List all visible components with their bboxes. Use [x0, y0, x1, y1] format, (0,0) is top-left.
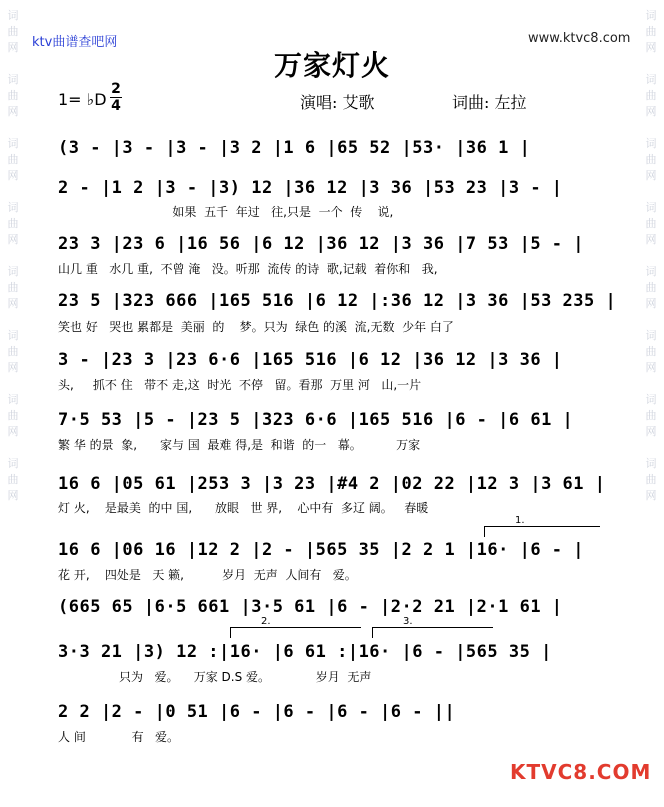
score-row-2-lyrics: 如果 五千 年过 往,只是 一个 传 说,: [58, 205, 394, 219]
watermark-text: 词曲网: [645, 9, 657, 54]
watermark-text: 词曲网: [645, 201, 657, 246]
watermark-text: 词曲网: [7, 201, 19, 246]
score-row-11-lyrics: 人 间 有 爱。: [58, 730, 180, 744]
score-row-1-music: (3 - |3 - |3 - |3 2 |1 6 |65 52 |53· |36 1 |: [58, 138, 531, 158]
time-signature-bottom: 4: [111, 98, 121, 114]
watermark-text: 词曲网: [645, 329, 657, 374]
composer-credit: 词曲: 左拉: [452, 93, 527, 112]
watermark-text: 词曲网: [645, 457, 657, 502]
volta-bracket-1: 1.: [484, 526, 600, 537]
score-row-7-music: 16 6 |05 61 |253 3 |3 23 |#4 2 |02 22 |12 3 |3 61 |: [58, 474, 606, 494]
score-row-7-lyrics: 灯 火, 是最美 的中 国, 放眼 世 界, 心中有 多辽 阔。 春暖: [58, 501, 429, 515]
score-row-3-lyrics: 山几 重 水几 重, 不曾 淹 没。听那 流传 的诗 歌,记载 着你和 我,: [58, 262, 438, 276]
score-row-4-lyrics: 笑也 好 哭也 累都是 美丽 的 梦。只为 绿色 的溪 流,无数 少年 白了: [58, 320, 454, 334]
watermark-text: 词曲网: [7, 457, 19, 502]
score-row-6-lyrics: 繁 华 的景 象, 家与 国 最难 得,是 和谐 的一 幕。 万家: [58, 438, 421, 452]
watermark-text: 词曲网: [7, 329, 19, 374]
score-row-9-music: (665 65 |6·5 661 |3·5 61 |6 - |2·2 21 |2·1 61 |: [58, 597, 563, 617]
singer-credit: 演唱: 艾歌: [300, 93, 375, 112]
score-row-10-music: 3·3 21 |3) 12 :|16· |6 61 :|16· |6 - |565 35 |: [58, 642, 552, 662]
score-row-2-music: 2 - |1 2 |3 - |3) 12 |36 12 |3 36 |53 23 |3 - |: [58, 178, 563, 198]
site-name-left[interactable]: ktv曲谱查吧网: [32, 35, 118, 50]
watermark-text: 词曲网: [645, 393, 657, 438]
volta-bracket-3: 3.: [372, 627, 493, 638]
score-row-4-music: 23 5 |323 666 |165 516 |6 12 |:36 12 |3 36 |53 235 |: [58, 291, 617, 311]
score-row-6-music: 7·5 53 |5 - |23 5 |323 6·6 |165 516 |6 - |6 61 |: [58, 410, 574, 430]
score-row-11-music: 2 2 |2 - |0 51 |6 - |6 - |6 - |6 - ||: [58, 702, 456, 722]
watermark-text: 词曲网: [7, 137, 19, 182]
site-url-right[interactable]: www.ktvc8.com: [528, 31, 631, 46]
key-signature: 1= ♭D: [58, 90, 107, 109]
watermark-text: 词曲网: [645, 73, 657, 118]
watermark-text: 词曲网: [7, 9, 19, 54]
watermark-text: 词曲网: [7, 393, 19, 438]
time-signature-top: 2: [111, 81, 121, 97]
score-row-8-music: 16 6 |06 16 |12 2 |2 - |565 35 |2 2 1 |16· |6 - |: [58, 540, 585, 560]
watermark-text: 词曲网: [645, 137, 657, 182]
score-row-10-lyrics: 只为 爱。 万家 D.S 爱。 岁月 无声: [58, 670, 372, 684]
site-logo[interactable]: KTVC8.COM: [510, 760, 652, 784]
score-row-8-lyrics: 花 开, 四处是 天 籁, 岁月 无声 人间有 爱。: [58, 568, 357, 582]
watermark-text: 词曲网: [645, 265, 657, 310]
volta-bracket-2: 2.: [230, 627, 361, 638]
score-row-3-music: 23 3 |23 6 |16 56 |6 12 |36 12 |3 36 |7 53 |5 - |: [58, 234, 585, 254]
time-signature: [110, 82, 122, 113]
watermark-text: 词曲网: [7, 73, 19, 118]
watermark-text: 词曲网: [7, 265, 19, 310]
score-row-5-music: 3 - |23 3 |23 6·6 |165 516 |6 12 |36 12 |3 36 |: [58, 350, 563, 370]
song-title: 万家灯火: [273, 49, 390, 82]
score-row-5-lyrics: 头, 抓不 住 带不 走,这 时光 不停 留。看那 万里 河 山,一片: [58, 378, 422, 392]
